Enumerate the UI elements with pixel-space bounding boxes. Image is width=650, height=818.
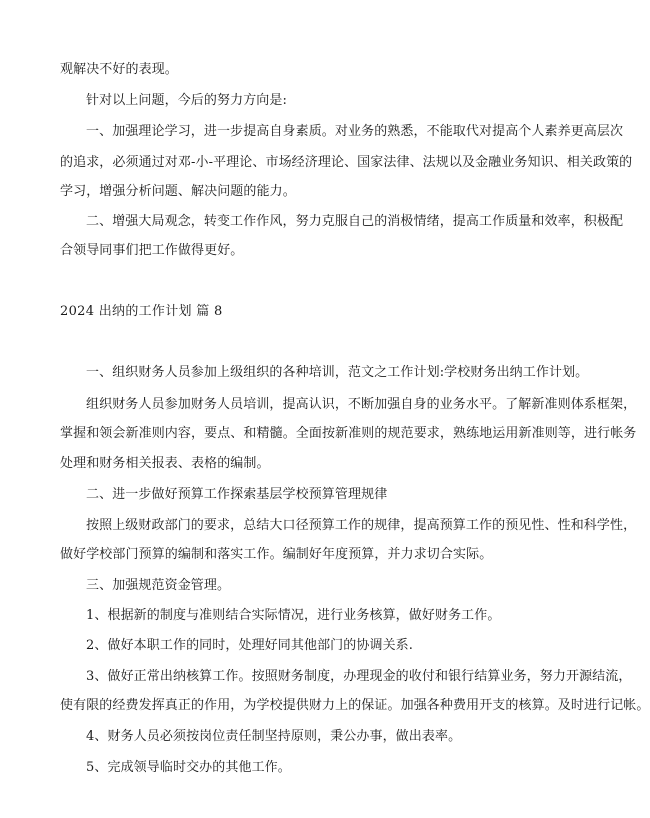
paragraph-line: 做好学校部门预算的编制和落实工作。编制好年度预算，并力求切合实际。: [60, 547, 493, 562]
section-heading: 2024 出纳的工作计划 篇 8: [60, 304, 223, 319]
paragraph-line: 合领导同事们把工作做得更好。: [60, 243, 244, 258]
paragraph-line: 学习，增强分析问题、解决问题的能力。: [60, 184, 296, 199]
paragraph-line: 二、进一步做好预算工作探索基层学校预算管理规律: [86, 487, 388, 502]
paragraph-line: 4、财务人员必须按岗位责任制坚持原则，秉公办事，做出表率。: [86, 729, 462, 744]
paragraph-line: 3、做好正常出纳核算工作。按照财务制度，办理现金的收付和银行结算业务，努力开源结流，: [86, 669, 632, 684]
paragraph-line: 2、做好本职工作的同时，处理好同其他部门的协调关系.: [86, 638, 414, 653]
paragraph-line: 观解决不好的表现。: [60, 62, 178, 77]
paragraph-line: 一、加强理论学习，进一步提高自身素质。对业务的熟悉，不能取代对提高个人素养更高层次: [86, 124, 624, 139]
paragraph-line: 使有限的经费发挥真正的作用，为学校提供财力上的保证。加强各种费用开支的核算。及时进行记帐。: [60, 698, 650, 713]
paragraph-line: 针对以上问题，今后的努力方向是:: [86, 93, 287, 108]
paragraph-line: 按照上级财政部门的要求，总结大口径预算工作的规律，提高预算工作的预见性、性和科学性，: [86, 518, 637, 533]
paragraph-line: 1、根据新的制度与准则结合实际情况，进行业务核算，做好财务工作。: [86, 608, 501, 623]
paragraph-line: 一、组织财务人员参加上级组织的各种培训，范文之工作计划:学校财务出纳工作计划。: [86, 365, 589, 380]
paragraph-line: 掌握和领会新准则内容，要点、和精髓。全面按新准则的规范要求，熟练地运用新准则等，进行帐务: [60, 426, 637, 441]
paragraph-line: 5、完成领导临时交办的其他工作。: [86, 760, 291, 775]
paragraph-line: 组织财务人员参加财务人员培训，提高认识，不断加强自身的业务水平。了解新准则体系框架，: [86, 397, 637, 412]
paragraph-line: 二、增强大局观念，转变工作作风，努力克服自己的消极情绪，提高工作质量和效率，积极配: [86, 214, 624, 229]
paragraph-line: 三、加强规范资金管理。: [86, 578, 231, 593]
paragraph-line: 处理和财务相关报表、表格的编制。: [60, 456, 270, 471]
paragraph-line: 的追求，必须通过对邓-小-平理论、市场经济理论、国家法律、法规以及金融业务知识、相关政策的: [60, 155, 633, 170]
